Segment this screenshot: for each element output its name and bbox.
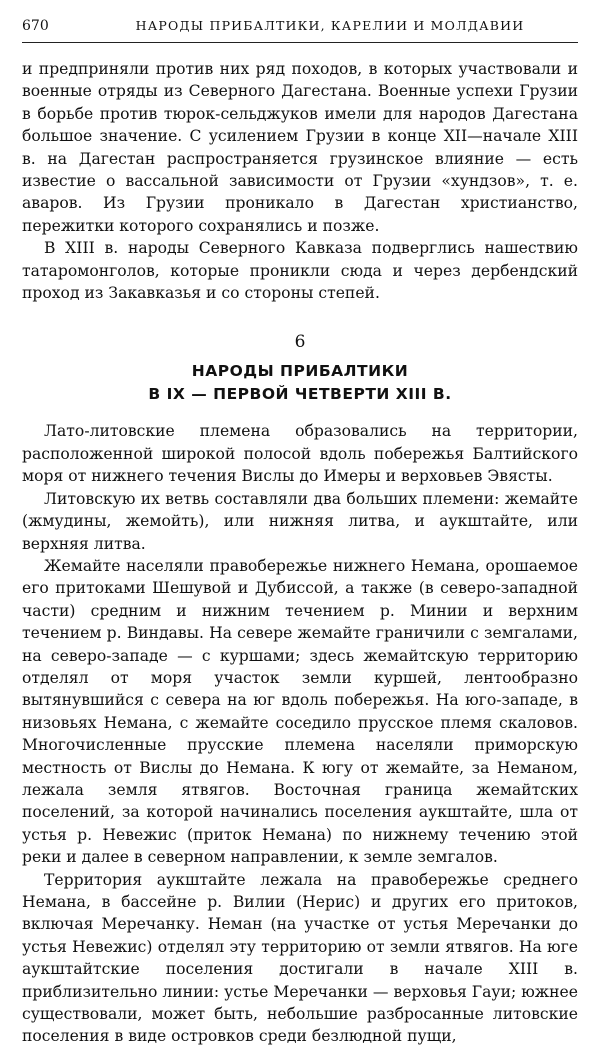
page-body [22, 58, 578, 1048]
paragraph: Лато-литовские племена образовались на территории, расположенной широкой полосой вдоль побережья Балтийского моря от нижнего течения Вислы до Имеры и верховьев Эвясты. [22, 422, 578, 486]
paragraph: Литовскую их ветвь составляли два больших племени: жемайте (жмудины, жемойть), или нижняя литва, и аукштайте, или верхняя литва. [22, 489, 578, 553]
section-number: 6 [294, 332, 306, 353]
paragraph: Жемайте населяли правобережье нижнего Немана, орошаемое его притоками Шешувой и Дубиссой, а также (в северо-западной части) средним и нижним течением р. Минии и верхним течением р. Виндавы. На севере жемайте граничили с земгалами, на северо-западе — с куршами; здесь жемайтскую территорию отделял от моря участок земли куршей, лентообразно вытянувшийся с севера на юг вдоль побережья. На юго-западе, в низовьях Немана, с жемайте соседило прусское племя скаловов. Многочисленные прусские племена населяли приморскую местность от Вислы до Немана. К югу от жемайте, за Неманом, лежала земля ятвягов. Восточная граница жемайтских поселений, за которой начинались поселения аукштайте, шла от устья р. Невежис (приток Немана) по нижнему течению этой реки и далее в северном направлении, к земле земгалов. [22, 556, 578, 867]
page-header [22, 14, 578, 38]
section-title-line-1: НАРОДЫ ПРИБАЛТИКИ [191, 362, 409, 381]
paragraph: В XIII в. народы Северного Кавказа подверглись нашествию татаромонголов, которые проникли сюда и через дербендский проход из Закавказья и со стороны степей. [22, 239, 578, 303]
paragraph: Территория аукштайте лежала на правобережье среднего Немана, в бассейне р. Вилии (Нерис) и других его притоков, включая Меречанку. Неман (на участке от устья Меречанки до устья Невежис) отделял эту территорию от земли ятвягов. На юге аукштайтские поселения достигали в начале XIII в. приблизительно линии: устье Меречанки — верховья Гауи; южнее существовали, может быть, небольшие разбросанные литовские поселения в виде островков среди безлюдной пущи, [22, 870, 578, 1046]
header-rule [22, 42, 578, 43]
paragraph: и предприняли против них ряд походов, в которых участвовали и военные отряды из Северного Дагестана. Военные успехи Грузии в борьбе против тюрок-сельджуков имели для народов Дагестана большое значение. С усилением Грузии в конце XII—начале XIII в. на Дагестан распространяется грузинское влияние — есть известие о вассальной зависимости от Грузии «хундзов», т. е. аваров. Из Грузии проникало в Дагестан христианство, пережитки которого сохранялись и позже. [22, 60, 578, 235]
page-number: 670 [22, 18, 49, 34]
running-title: НАРОДЫ ПРИБАЛТИКИ, КАРЕЛИИ И МОЛДАВИИ [135, 18, 525, 33]
section-title-line-2: В IX — ПЕРВОЙ ЧЕТВЕРТИ XIII В. [148, 385, 452, 404]
